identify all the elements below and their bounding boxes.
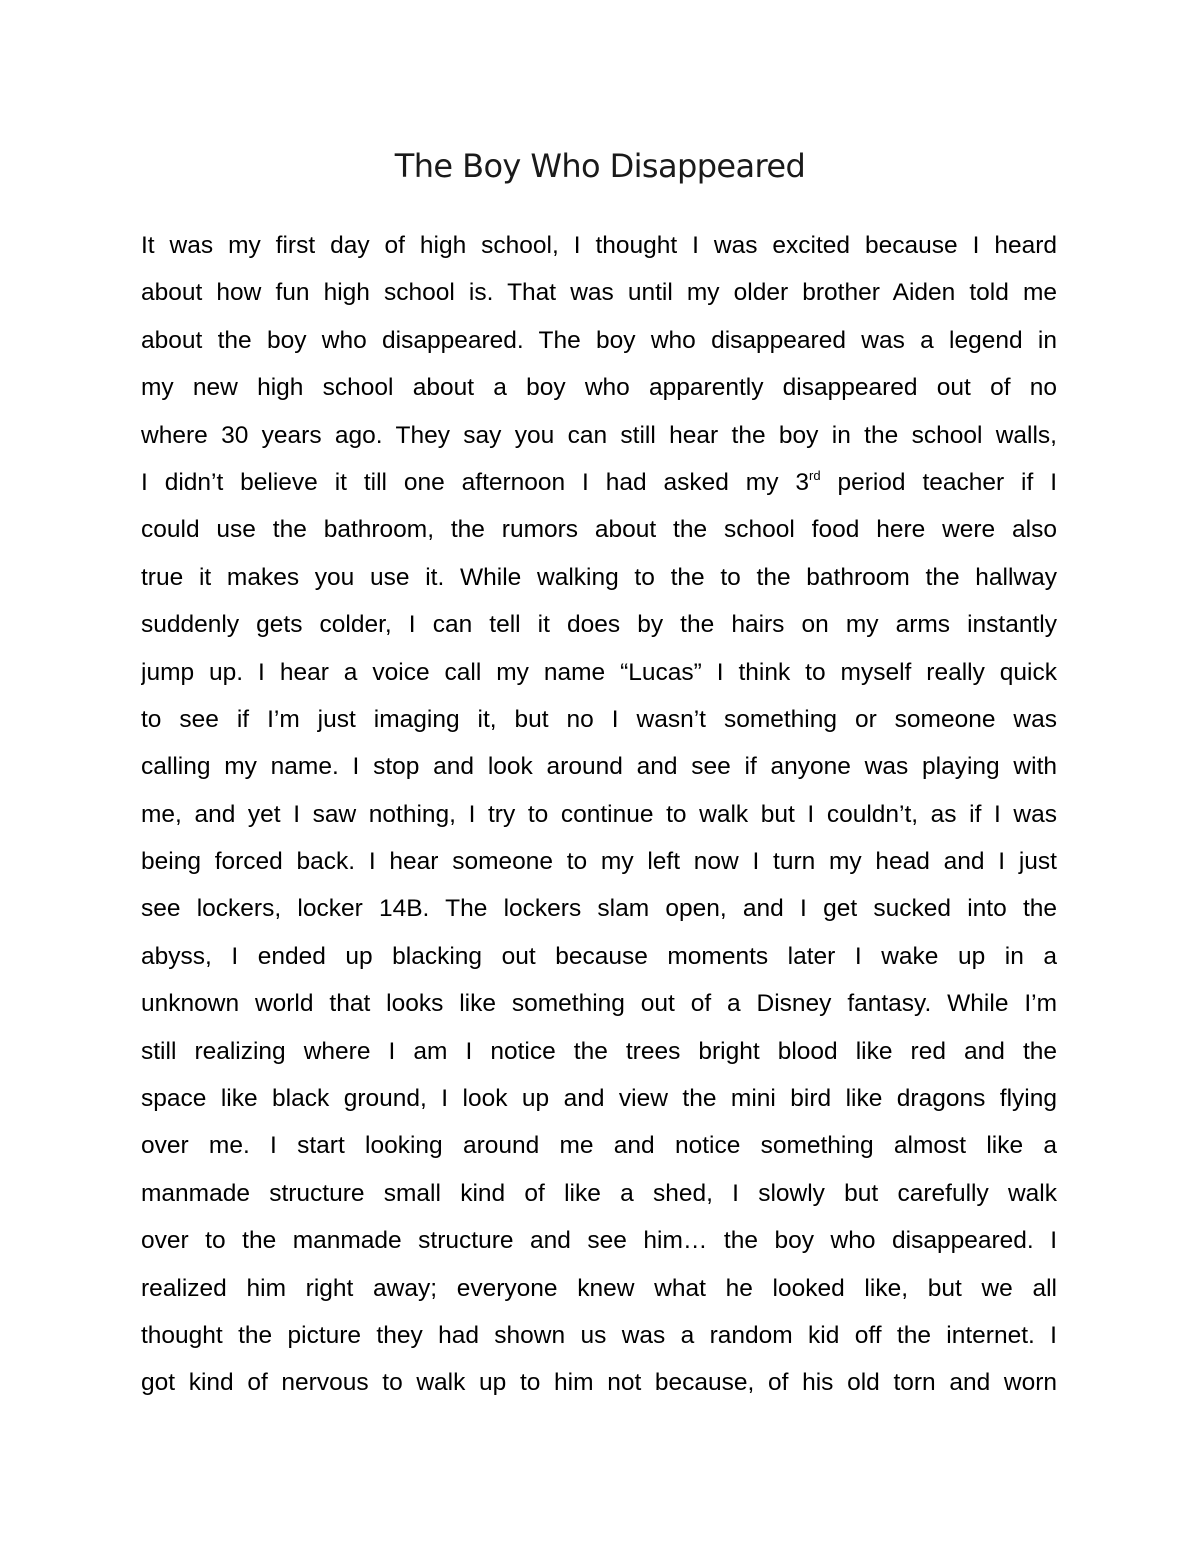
document-body — [141, 222, 1057, 1407]
text-line: over to the manmade structure and see him… the boy who disappeared. I — [141, 1227, 1057, 1255]
text-line: realized him right away; everyone knew what he looked like, but we all — [141, 1274, 1057, 1302]
text-line-with-superscript — [141, 459, 1057, 506]
text-line: true it makes you use it. While walking to the to the bathroom the hallway — [141, 563, 1057, 591]
text-line: over me. I start looking around me and notice something almost like a — [141, 1132, 1057, 1160]
text-line-part: I didn’t believe it till one afternoon I had asked my 3 — [141, 468, 809, 496]
text-line: jump up. I hear a voice call my name “Lucas” I think to myself really quick — [141, 658, 1057, 686]
text-line-part: period teacher if I — [820, 468, 1057, 496]
text-line: about the boy who disappeared. The boy who disappeared was a legend in — [141, 326, 1057, 354]
text-line: still realizing where I am I notice the trees bright blood like red and the — [141, 1037, 1057, 1065]
text-line: thought the picture they had shown us was a random kid off the internet. I — [141, 1321, 1057, 1349]
text-line: where 30 years ago. They say you can still hear the boy in the school walls, — [141, 421, 1057, 449]
text-line: suddenly gets colder, I can tell it does by the hairs on my arms instantly — [141, 611, 1057, 639]
text-line: abyss, I ended up blacking out because moments later I wake up in a — [141, 942, 1057, 970]
text-line: manmade structure small kind of like a shed, I slowly but carefully walk — [141, 1179, 1057, 1207]
document-title: The Boy Who Disappeared — [394, 147, 806, 185]
text-line: calling my name. I stop and look around and see if anyone was playing with — [141, 753, 1057, 781]
text-line: see lockers, locker 14B. The lockers slam open, and I get sucked into the — [141, 895, 1057, 923]
text-line: me, and yet I saw nothing, I try to continue to walk but I couldn’t, as if I was — [141, 800, 1057, 828]
text-line: It was my first day of high school, I thought I was excited because I heard — [141, 232, 1057, 259]
text-line: got kind of nervous to walk up to him not because, of his old torn and worn — [141, 1369, 1057, 1397]
text-line: my new high school about a boy who apparently disappeared out of no — [141, 374, 1057, 402]
text-line: space like black ground, I look up and view the mini bird like dragons flying — [141, 1085, 1057, 1113]
ordinal-superscript: rd — [808, 467, 821, 483]
text-line: unknown world that looks like something out of a Disney fantasy. While I’m — [141, 990, 1057, 1018]
text-line: being forced back. I hear someone to my left now I turn my head and I just — [141, 848, 1057, 876]
text-line: about how fun high school is. That was until my older brother Aiden told me — [141, 279, 1057, 307]
text-line: to see if I’m just imaging it, but no I wasn’t something or someone was — [141, 705, 1057, 733]
text-line: could use the bathroom, the rumors about the school food here were also — [141, 516, 1057, 544]
